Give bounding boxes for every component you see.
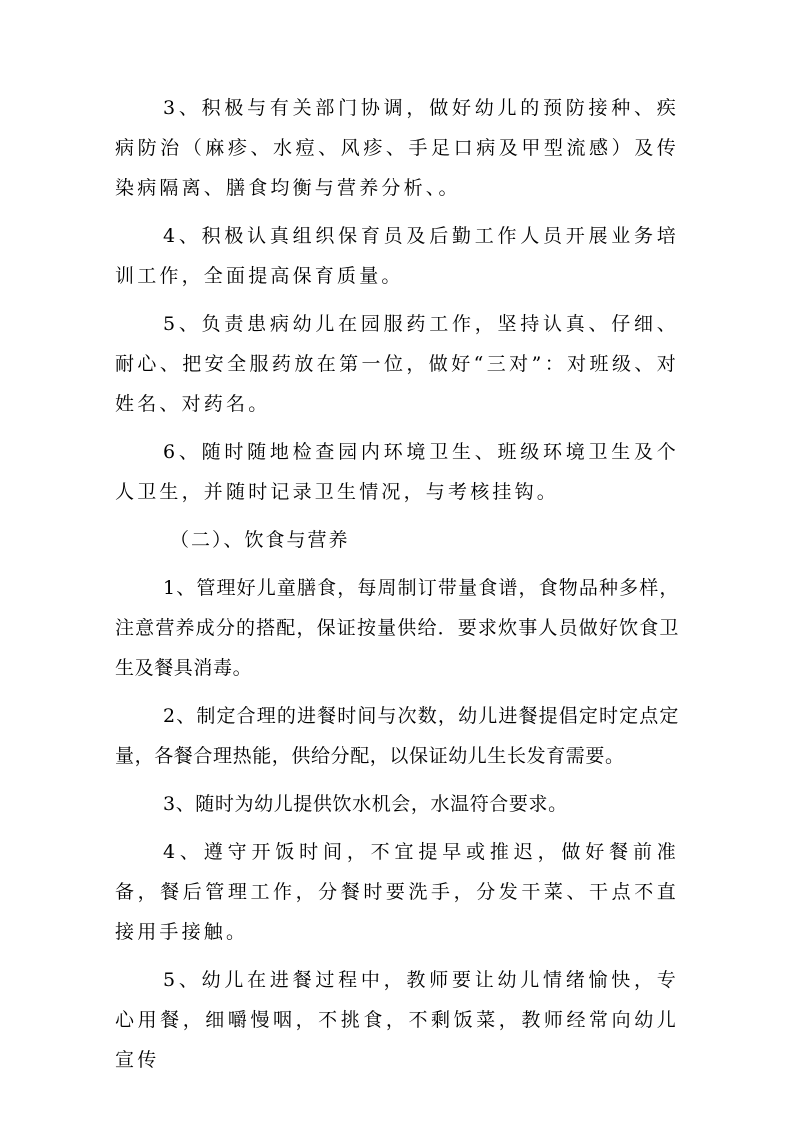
- section-heading-diet-nutrition: （二）、饮食与营养: [170, 529, 350, 551]
- paragraph-item-6-hygiene: 6、随时随地检查园内环境卫生、班级环境卫生及个人卫生，并随时记录卫生情况，与考核挂钩。: [115, 441, 679, 503]
- paragraph-item-4-training: 4、积极认真组织保育员及后勤工作人员开展业务培训工作，全面提高保育质量。: [115, 225, 679, 287]
- paragraph-diet-item-4: 4、遵守开饭时间，不宜提早或推迟，做好餐前准备，餐后管理工作，分餐时要洗手，分发干菜、干点不直接用手接触。: [115, 841, 679, 943]
- paragraph-item-3-immunization: 3、积极与有关部门协调，做好幼儿的预防接种、疾病防治（麻疹、水痘、风疹、手足口病及甲型流感）及传染病隔离、膳食均衡与营养分析、。: [115, 97, 679, 199]
- paragraph-diet-item-5: 5、幼儿在进餐过程中，教师要让幼儿情绪愉快，专心用餐，细嚼慢咽，不挑食，不剩饭菜，教师经常向幼儿宣传: [115, 969, 679, 1071]
- paragraph-diet-item-2: 2、制定合理的进餐时间与次数，幼儿进餐提倡定时定点定量，各餐合理热能，供给分配，以保证幼儿生长发育需要。: [115, 705, 679, 767]
- document-body: [115, 88, 679, 1088]
- paragraph-diet-item-3: 3、随时为幼儿提供饮水机会，水温符合要求。: [163, 793, 568, 815]
- paragraph-diet-item-1: 1、管理好儿童膳食，每周制订带量食谱，食物品种多样，注意营养成分的搭配，保证按量供给．要求炊事人员做好饮食卫生及餐具消毒。: [115, 577, 679, 679]
- paragraph-item-5-medication: 5、负责患病幼儿在园服药工作，坚持认真、仔细、耐心、把安全服药放在第一位，做好“三对”：对班级、对姓名、对药名。: [115, 313, 679, 415]
